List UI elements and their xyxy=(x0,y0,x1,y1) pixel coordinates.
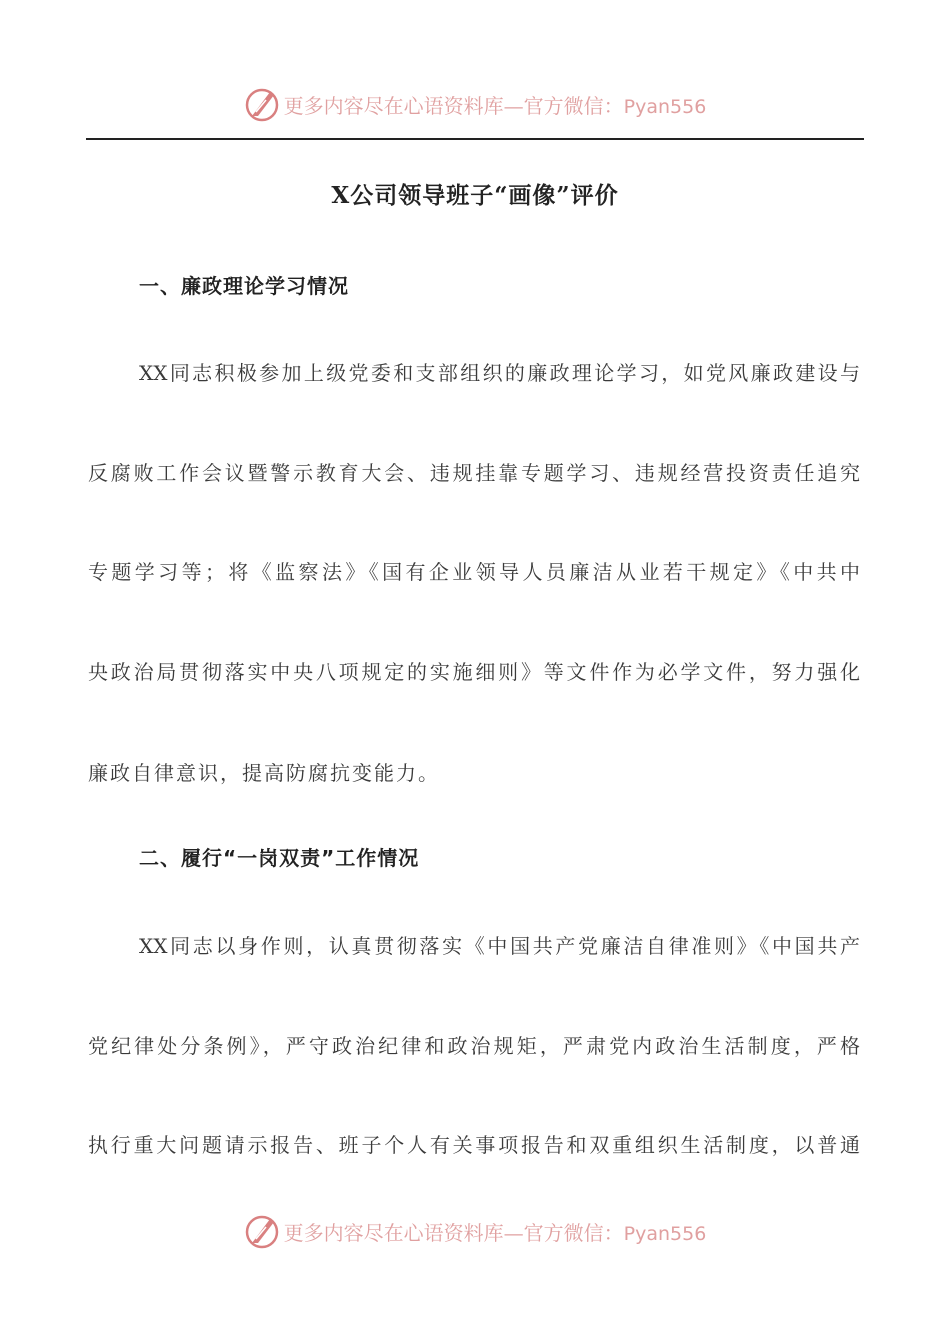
paragraph-line: 专题学习等；将《监察法》《国有企业领导人员廉洁从业若干规定》《中共中 xyxy=(88,560,860,584)
quill-pen-logo-icon xyxy=(244,1213,280,1249)
section-heading-1: 一、廉政理论学习情况 xyxy=(139,274,349,298)
watermark-text: 更多内容尽在心语资料库—官方微信：Pyan556 xyxy=(283,1220,707,1245)
paragraph-line: 廉政自律意识，提高防腐抗变能力。 xyxy=(88,761,440,785)
header-watermark xyxy=(0,84,950,124)
footer-watermark xyxy=(0,1211,950,1251)
paragraph-line: XX同志以身作则，认真贯彻落实《中国共产党廉洁自律准则》《中国共产 xyxy=(139,934,860,958)
watermark-text: 更多内容尽在心语资料库—官方微信：Pyan556 xyxy=(283,93,707,118)
paragraph-line: XX同志积极参加上级党委和支部组织的廉政理论学习，如党风廉政建设与 xyxy=(139,361,860,385)
section-heading-2: 二、履行“一岗双责”工作情况 xyxy=(139,846,420,870)
paragraph-line: 央政治局贯彻落实中央八项规定的实施细则》等文件作为必学文件，努力强化 xyxy=(88,660,860,684)
quill-pen-logo-icon xyxy=(244,86,280,122)
header-divider xyxy=(86,138,864,140)
paragraph-line: 党纪律处分条例》，严守政治纪律和政治规矩，严肃党内政治生活制度，严格 xyxy=(88,1034,860,1058)
document-title: X公司领导班子“画像”评价 xyxy=(331,182,619,209)
paragraph-line: 反腐败工作会议暨警示教育大会、违规挂靠专题学习、违规经营投资责任追究 xyxy=(88,461,860,485)
paragraph-line: 执行重大问题请示报告、班子个人有关事项报告和双重组织生活制度，以普通 xyxy=(88,1133,860,1157)
